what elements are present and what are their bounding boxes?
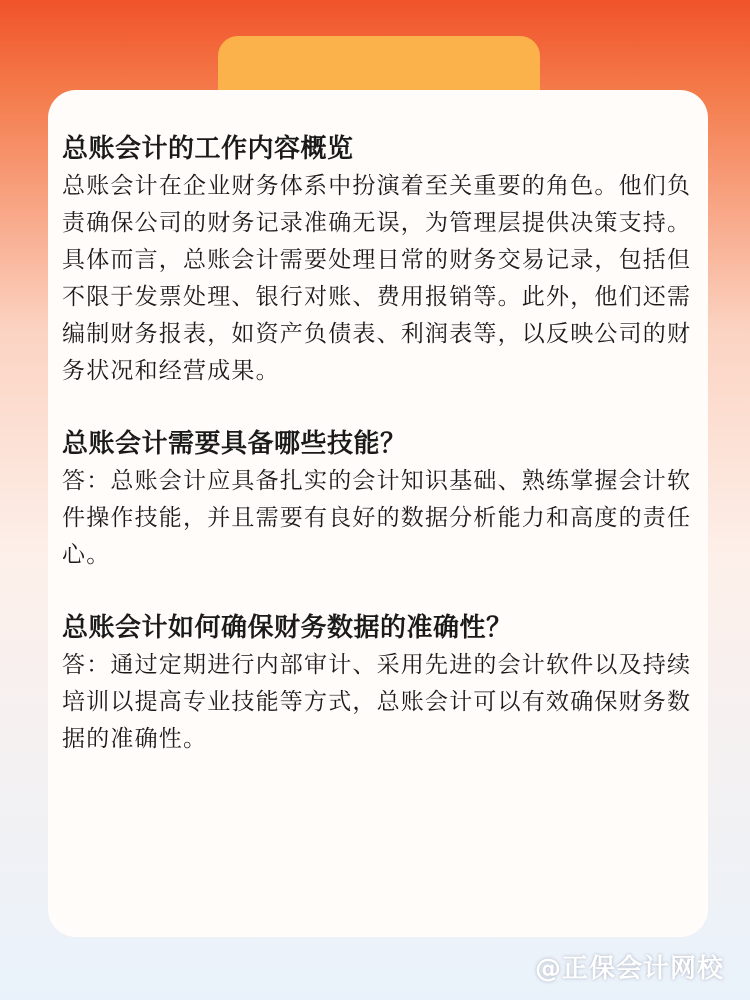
- section-heading: 总账会计如何确保财务数据的准确性？: [62, 613, 513, 643]
- section-heading: 总账会计需要具备哪些技能？: [62, 429, 407, 459]
- section-paragraph: 答：总账会计应具备扎实的会计知识基础、熟练掌握会计软件操作技能，并且需要有良好的数据分析能力和高度的责任心。: [62, 468, 692, 568]
- section-overview: [62, 130, 694, 390]
- section-paragraph: 具体而言，总账会计需要处理日常的财务交易记录，包括但不限于发票处理、银行对账、费用报销等。此外，他们还需编制财务报表，如资产负债表、利润表等，以反映公司的财务状况和经营成果。: [62, 247, 692, 384]
- section-skills: [62, 425, 694, 574]
- section-heading: 总账会计的工作内容概览: [62, 134, 354, 164]
- section-paragraph: 答：通过定期进行内部审计、采用先进的会计软件以及持续培训以提高专业技能等方式，总账会计可以有效确保财务数据的准确性。: [62, 652, 692, 752]
- section-accuracy: [62, 609, 694, 758]
- brand-watermark: @正保会计网校: [534, 954, 724, 984]
- section-paragraph: 总账会计在企业财务体系中扮演着至关重要的角色。他们负责确保公司的财务记录准确无误，为管理层提供决策支持。: [62, 173, 692, 236]
- content-card: [48, 90, 708, 937]
